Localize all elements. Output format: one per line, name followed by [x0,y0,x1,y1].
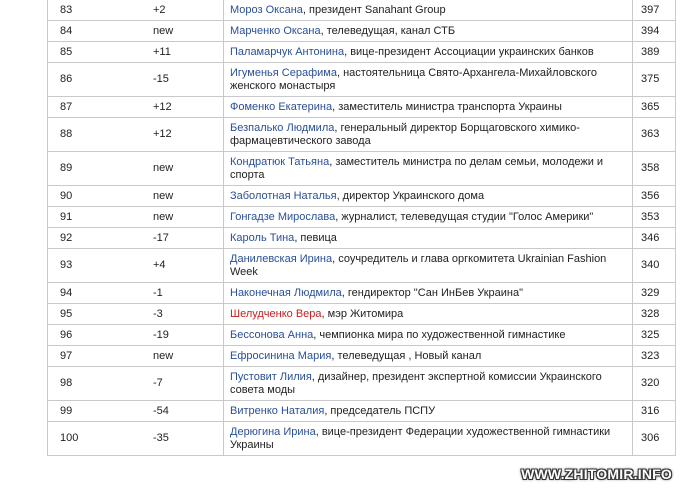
change-cell: -15 [149,63,224,97]
person-cell [224,228,633,249]
person-cell [224,21,633,42]
person-description: , вице-президент Федерации художественной гимнастики Украины [230,425,611,451]
person-description: , певица [294,231,337,244]
person-description: , журналист, телеведущая студии "Голос Америки" [335,210,594,223]
person-cell [224,0,633,21]
person-cell [224,304,633,325]
score-cell: 340 [633,249,676,283]
person-description: , заместитель министра по делам семьи, молодежи и спорта [230,155,604,181]
rank-cell: 91 [48,207,150,228]
change-cell: -3 [149,304,224,325]
change-cell: +4 [149,249,224,283]
change-cell: +11 [149,42,224,63]
person-cell [224,42,633,63]
person-description: , генеральный директор Борщаговского химико-фармацевтического завода [230,121,580,147]
score-cell: 358 [633,152,676,186]
table-row [48,346,676,367]
person-name-link[interactable]: Витренко Наталия [230,404,325,417]
person-description: , председатель ПСПУ [324,404,436,417]
change-cell: +12 [149,118,224,152]
rating-table [47,0,676,456]
table-row [48,186,676,207]
change-cell: new [149,186,224,207]
rank-cell: 89 [48,152,150,186]
person-description: , чемпионка мира по художественной гимнастике [313,328,566,341]
person-cell [224,422,633,456]
person-name-link-highlighted[interactable]: Шелудченко Вера [230,307,322,320]
rank-cell: 87 [48,97,150,118]
person-name-link[interactable]: Паламарчук Антонина [230,45,345,58]
score-cell: 389 [633,42,676,63]
person-description: , мэр Житомира [321,307,404,320]
score-cell: 346 [633,228,676,249]
person-description: , президент Sanahant Group [302,3,446,16]
person-description: , телеведущая , Новый канал [331,349,482,362]
change-cell: new [149,207,224,228]
person-name-link[interactable]: Дерюгина Ирина [230,425,316,438]
person-cell [224,118,633,152]
person-name-link[interactable]: Безпалько Людмила [230,121,335,134]
table-row [48,42,676,63]
table-row [48,118,676,152]
person-name-link[interactable]: Мороз Оксана [230,3,303,16]
change-cell: -54 [149,401,224,422]
table-row [48,97,676,118]
rank-cell: 97 [48,346,150,367]
person-cell [224,97,633,118]
rank-cell: 93 [48,249,150,283]
score-cell: 375 [633,63,676,97]
person-cell [224,249,633,283]
rank-cell: 94 [48,283,150,304]
change-cell: -19 [149,325,224,346]
change-cell: +2 [149,0,224,21]
score-cell: 397 [633,0,676,21]
change-cell: new [149,152,224,186]
person-cell [224,152,633,186]
person-cell [224,283,633,304]
table-row [48,367,676,401]
person-cell [224,207,633,228]
table-row [48,249,676,283]
rank-cell: 98 [48,367,150,401]
person-description: , гендиректор "Сан ИнБев Украина" [341,286,524,299]
person-name-link[interactable]: Наконечная Людмила [230,286,342,299]
person-name-link[interactable]: Кондратюк Татьяна [230,155,330,168]
score-cell: 320 [633,367,676,401]
person-name-link[interactable]: Игуменья Серафима [230,66,337,79]
table-row [48,63,676,97]
score-cell: 394 [633,21,676,42]
person-name-link[interactable]: Данилевская Ирина [230,252,333,265]
rank-cell: 88 [48,118,150,152]
table-row [48,325,676,346]
person-description: , телеведущая, канал СТБ [320,24,456,37]
change-cell: -17 [149,228,224,249]
score-cell: 363 [633,118,676,152]
rank-cell: 90 [48,186,150,207]
score-cell: 325 [633,325,676,346]
rank-cell: 92 [48,228,150,249]
score-cell: 316 [633,401,676,422]
person-name-link[interactable]: Заболотная Наталья [230,189,337,202]
person-name-link[interactable]: Пустовит Лилия [230,370,312,383]
person-cell [224,325,633,346]
score-cell: 356 [633,186,676,207]
person-cell [224,367,633,401]
table-row [48,283,676,304]
rank-cell: 100 [48,422,150,456]
table-row [48,228,676,249]
score-cell: 328 [633,304,676,325]
change-cell: new [149,21,224,42]
table-row [48,304,676,325]
table-row [48,401,676,422]
person-description: , соучредитель и глава оргкомитета Ukrainian Fashion Week [230,252,607,278]
change-cell: new [149,346,224,367]
person-name-link[interactable]: Марченко Оксана [230,24,321,37]
table-row [48,0,676,21]
rank-cell: 83 [48,0,150,21]
table-row [48,207,676,228]
person-cell [224,186,633,207]
score-cell: 365 [633,97,676,118]
person-cell [224,63,633,97]
person-name-link[interactable]: Фоменко Екатерина [230,100,333,113]
score-cell: 323 [633,346,676,367]
change-cell: -1 [149,283,224,304]
person-cell [224,401,633,422]
rank-cell: 85 [48,42,150,63]
change-cell: +12 [149,97,224,118]
rank-cell: 96 [48,325,150,346]
score-cell: 306 [633,422,676,456]
rank-cell: 99 [48,401,150,422]
person-name-link[interactable]: Гонгадзе Мирослава [230,210,336,223]
rank-cell: 86 [48,63,150,97]
person-description: , дизайнер, президент экспертной комиссии Украинского совета моды [230,370,602,396]
score-cell: 353 [633,207,676,228]
change-cell: -35 [149,422,224,456]
person-cell [224,346,633,367]
table-row [48,152,676,186]
site-watermark: WWW.ZHITOMIR.INFO [521,466,672,482]
score-cell: 329 [633,283,676,304]
person-description: , настоятельница Свято-Архангела-Михайловского женского монастыря [230,66,597,92]
rank-cell: 95 [48,304,150,325]
change-cell: -7 [149,367,224,401]
table-row [48,422,676,456]
person-description: , заместитель министра транспорта Украины [332,100,562,113]
person-description: , директор Украинского дома [336,189,485,202]
table-row [48,21,676,42]
person-name-link[interactable]: Бессонова Анна [230,328,314,341]
person-name-link[interactable]: Кароль Тина [230,231,295,244]
person-description: , вице-президент Ассоциации украинских банков [344,45,594,58]
person-name-link[interactable]: Ефросинина Мария [230,349,332,362]
rank-cell: 84 [48,21,150,42]
